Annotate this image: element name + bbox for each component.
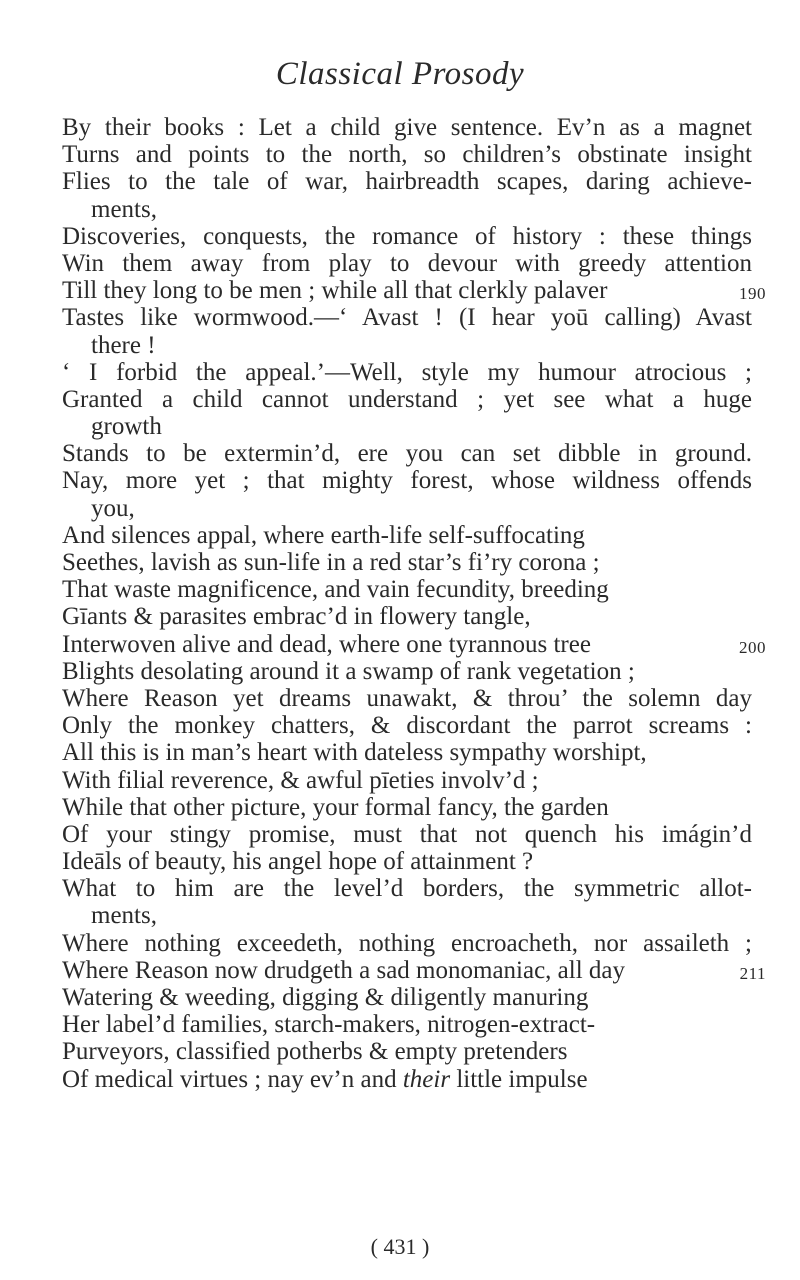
verse-line-text: Where Reason yet dreams unawakt, & throu’ the solemn day [62,684,752,712]
verse-line-text: ments, [91,902,157,930]
verse-line-text: Where Reason now drudgeth a sad monomaniac, all day [62,956,626,984]
verse-line-text: Her label’d families, starch-makers, nitrogen-extract- [62,1011,596,1039]
verse-line [62,603,752,630]
verse-line [62,114,752,141]
verse-line [62,576,752,603]
verse-line-text: there ! [91,331,156,359]
verse-line-text: you, [91,494,135,522]
verse-line [62,821,752,848]
verse-line-text: Only the monkey chatters, & discordant the parrot screams : [62,712,752,740]
verse-line-text: Stands to be extermin’d, ere you can set dibble in ground. [62,440,752,468]
verse-line-text: Granted a child cannot understand ; yet see what a huge [62,385,752,413]
verse-line-text: Of medical virtues ; nay ev’n and their little impulse [62,1065,588,1093]
verse-line [62,1038,752,1065]
verse-line-text: While that other picture, your formal fancy, the garden [62,793,609,821]
verse-line-text: Of your stingy promise, must that not quench his imágin’d [62,820,752,848]
verse-line [62,549,752,576]
verse-line-text: Purveyors, classified potherbs & empty pretenders [62,1038,568,1066]
verse-line [62,767,752,794]
verse-line [62,141,752,168]
verse-line-text: With filial reverence, & awful pīeties involv’d ; [62,766,539,794]
verse-line-text: Ideāls of beauty, his angel hope of attainment ? [62,848,534,876]
verse-line-text: ments, [91,195,157,223]
running-head: Classical Prosody [275,56,525,92]
verse-line [62,359,752,386]
verse-line [62,1011,752,1038]
verse-line [62,277,766,305]
verse-line [62,440,752,467]
verse-line-text: Where nothing exceedeth, nothing encroacheth, nor assaileth ; [62,929,752,957]
verse-line-text: Tastes like wormwood.—‘ Avast ! (I hear yoū calling) Avast [62,304,752,332]
verse-line [62,794,752,821]
verse-line [62,956,766,984]
verse-line [62,223,752,250]
verse-line-text: By their books : Let a child give sentence. Ev’n as a magnet [62,114,752,141]
verse-line-text: Seethes, lavish as sun-life in a red star’s fi’ry corona ; [62,549,600,576]
verse-line [62,984,752,1011]
poem-text [62,114,766,1093]
verse-line-text: Watering & weeding, digging & diligently manuring [62,984,589,1011]
verse-line [62,413,752,440]
verse-line [62,902,752,929]
verse-line-text: growth [91,413,162,441]
page-number: ( 431 ) [370,1234,430,1259]
verse-line [62,304,752,331]
verse-line [62,332,752,359]
verse-line-text: Nay, more yet ; that mighty forest, whose wildness offends [62,467,752,495]
verse-line-text: That waste magnificence, and vain fecundity, breeding [62,576,609,604]
verse-line [62,386,752,413]
verse-line-text: Win them away from play to devour with greedy attention [62,249,752,277]
line-number: 190 [739,284,766,304]
verse-line-text: ‘ I forbid the appeal.’—Well, style my humour atrocious ; [62,358,752,386]
verse-line [62,467,752,494]
verse-line [62,522,752,549]
line-number: 200 [739,637,766,657]
verse-line-text: Till they long to be men ; while all that clerkly palaver [62,277,608,305]
verse-line-text: All this is in man’s heart with dateless sympathy worshipt, [62,739,647,767]
verse-line [62,630,766,658]
verse-line [62,712,752,739]
verse-line [62,495,752,522]
verse-line-text: What to him are the level’d borders, the symmetric allot- [62,875,752,903]
verse-line-text: Interwoven alive and dead, where one tyrannous tree [62,630,591,658]
verse-line-text: Gīants & parasites embrac’d in flowery tangle, [62,603,531,631]
verse-line-text: Flies to the tale of war, hairbreadth scapes, daring achieve- [62,168,752,196]
verse-line [62,1066,752,1093]
verse-line [62,685,752,712]
verse-line [62,875,752,902]
verse-line-text: Turns and points to the north, so children’s obstinate insight [62,141,752,169]
verse-line [62,930,752,957]
verse-line [62,250,752,277]
verse-line [62,168,752,195]
verse-line [62,739,752,766]
verse-line-text: And silences appal, where earth-life self-suffocating [62,521,585,549]
verse-line [62,196,752,223]
verse-line-text: Blights desolating around it a swamp of rank vegetation ; [62,657,635,685]
verse-line [62,658,752,685]
verse-line [62,848,752,875]
line-number: 211 [739,963,766,983]
verse-line-text: Discoveries, conquests, the romance of history : these things [62,222,752,250]
